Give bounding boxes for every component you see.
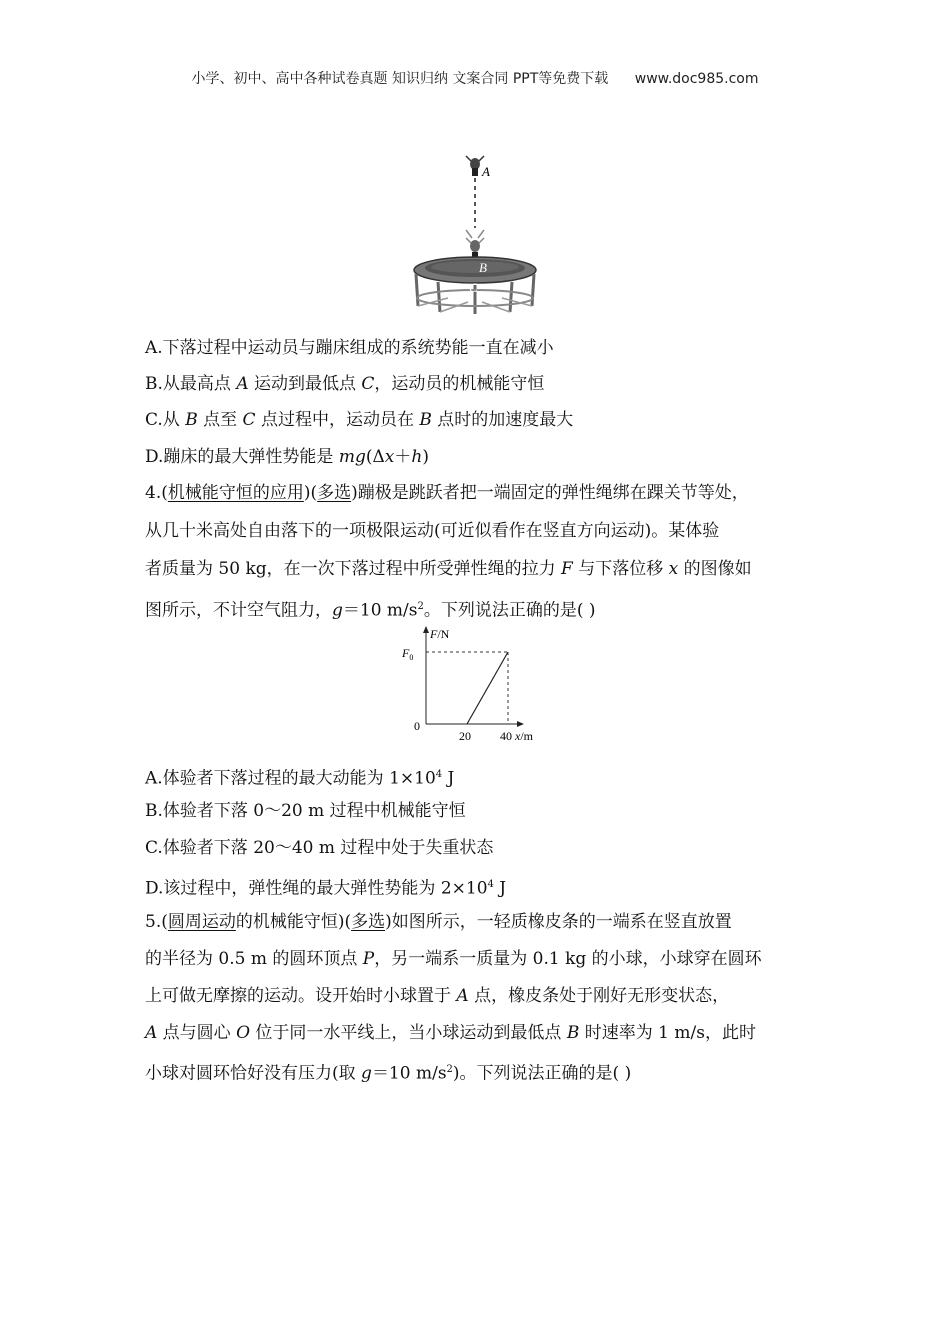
q5-line-1 bbox=[145, 911, 732, 933]
q4-text: 者质量为 50 kg，在一次下落过程中所受弹性绳的拉力 bbox=[145, 559, 562, 579]
q4-option-b-text: B.体验者下落 0～20 m 过程中机械能守恒 bbox=[145, 801, 466, 821]
q4-text: ＝10 m/s bbox=[342, 600, 418, 621]
q4-option-a bbox=[145, 764, 454, 790]
origin-label: 0 bbox=[414, 719, 420, 733]
q4-multi-tag: 多选 bbox=[317, 483, 352, 503]
header-text: 小学、初中、高中各种试卷真题 知识归纳 文案合同 PPT等免费下载 bbox=[191, 71, 609, 87]
q5-text: 点与圆心 bbox=[157, 1023, 237, 1043]
q5-line-2 bbox=[145, 948, 762, 970]
q4-option-d-unit: J bbox=[493, 878, 507, 899]
y-tick-label bbox=[401, 646, 413, 662]
label-point-b: B bbox=[479, 260, 487, 275]
x-tick-label: 20 bbox=[459, 729, 471, 743]
q3-option-d bbox=[145, 446, 429, 468]
y-axis-label-var: F bbox=[430, 627, 438, 641]
q3-b-part: ，运动员的机械能守恒 bbox=[374, 374, 545, 394]
q3-d-var: h bbox=[411, 447, 423, 467]
q3-option-a-text: A.下落过程中运动员与蹦床组成的系统势能一直在减小 bbox=[145, 338, 554, 358]
q3-c-part: C.从 bbox=[145, 410, 180, 430]
q3-option-a bbox=[145, 337, 554, 359]
q5-text: ，另一端系一质量为 0.1 kg 的小球，小球穿在圆环 bbox=[374, 949, 762, 969]
q3-d-var: mg bbox=[338, 447, 366, 467]
q5-text: 时速率为 1 m/s，此时 bbox=[579, 1023, 756, 1043]
q5-var: A bbox=[456, 986, 469, 1006]
q4-text: 从几十米高处自由落下的一项极限运动(可近似看作在竖直方向运动)。某体验 bbox=[145, 521, 720, 541]
q3-d-part: ＋ bbox=[394, 447, 412, 467]
q5-text: 点，橡皮条处于刚好无形变状态， bbox=[468, 986, 730, 1006]
q4-line-4 bbox=[145, 596, 596, 622]
q5-multi-tag: 多选 bbox=[351, 912, 386, 932]
q4-option-a-text: A.体验者下落过程的最大动能为 1×10 bbox=[145, 768, 436, 789]
q5-var: A bbox=[145, 1023, 158, 1043]
q5-sup: 2 bbox=[446, 1064, 453, 1075]
q5-topic-tag: 圆周运动 bbox=[167, 912, 236, 932]
q4-option-a-unit: J bbox=[442, 768, 455, 789]
y-tick-var: F bbox=[402, 646, 410, 660]
q3-c-var: B bbox=[185, 410, 198, 430]
q4-var: x bbox=[668, 559, 679, 579]
q3-option-c bbox=[145, 409, 573, 431]
q3-d-part: ) bbox=[422, 447, 429, 467]
q4-text: 蹦极是跳跃者把一端固定的弹性绳绑在踝关节等处， bbox=[357, 483, 749, 503]
q5-text: )。下列说法正确的是( ) bbox=[452, 1063, 632, 1084]
q3-b-var: A bbox=[236, 374, 249, 394]
q3-d-part: D.蹦床的最大弹性势能是 bbox=[145, 447, 334, 467]
q3-b-part: B.从最高点 bbox=[145, 374, 231, 394]
q4-option-c bbox=[145, 837, 493, 859]
q4-option-c-text: C.体验者下落 20～40 m 过程中处于失重状态 bbox=[145, 838, 494, 858]
q4-topic-tag: 机械能守恒的应用 bbox=[167, 483, 304, 503]
y-axis-label-unit: /N bbox=[437, 627, 450, 641]
q5-var: P bbox=[362, 949, 375, 969]
q4-line-2 bbox=[145, 520, 719, 542]
force-displacement-chart bbox=[380, 624, 550, 746]
q3-d-part: (Δ bbox=[365, 447, 385, 467]
q3-b-var: C bbox=[361, 374, 375, 394]
label-point-c: C bbox=[469, 280, 478, 295]
q5-text: 的机械能守恒)( bbox=[235, 912, 352, 932]
q4-text: 图所示，不计空气阻力， bbox=[145, 600, 332, 621]
q3-b-part: 运动到最低点 bbox=[254, 374, 356, 394]
q5-line-4 bbox=[145, 1022, 756, 1044]
y-axis-label bbox=[429, 627, 450, 641]
y-tick-sub: 0 bbox=[409, 653, 414, 662]
q4-text: 。下列说法正确的是( ) bbox=[423, 600, 596, 621]
q5-var: g bbox=[361, 1063, 372, 1084]
q5-number: 5.( bbox=[145, 912, 168, 932]
q4-line-1 bbox=[145, 482, 749, 504]
q3-c-part: 点时的加速度最大 bbox=[437, 410, 574, 430]
q4-option-d-text: D.该过程中，弹性绳的最大弹性势能为 2×10 bbox=[145, 878, 488, 899]
q4-text: 的图像如 bbox=[678, 559, 752, 579]
q5-var: B bbox=[566, 1023, 580, 1043]
q4-bracket: )( bbox=[303, 483, 318, 503]
force-line-series bbox=[467, 652, 508, 724]
q3-c-part: 点至 bbox=[203, 410, 238, 430]
q4-option-d-sup: 4 bbox=[487, 879, 494, 890]
q5-text: 如图所示，一轻质橡皮条的一端系在竖直放置 bbox=[391, 912, 732, 932]
x-axis-label bbox=[514, 729, 534, 743]
q5-text: 的半径为 0.5 m 的圆环顶点 bbox=[145, 949, 363, 969]
q4-line-3 bbox=[145, 558, 752, 580]
q3-c-var: C bbox=[242, 410, 256, 430]
x-axis-label-unit: /m bbox=[520, 729, 533, 743]
q5-text: 上可做无摩擦的运动。设开始时小球置于 bbox=[145, 986, 457, 1006]
page-header bbox=[0, 68, 950, 88]
q3-option-b bbox=[145, 373, 544, 395]
x-tick-label: 40 bbox=[500, 729, 512, 743]
q4-number: 4.( bbox=[145, 483, 168, 503]
q4-option-a-sup: 4 bbox=[435, 769, 443, 780]
q5-text: ＝10 m/s bbox=[371, 1063, 447, 1084]
y-axis-arrow bbox=[423, 626, 429, 633]
x-axis-arrow bbox=[517, 721, 524, 727]
q4-bracket: ) bbox=[351, 483, 358, 503]
label-point-a: A bbox=[482, 164, 490, 179]
q5-line-3 bbox=[145, 985, 729, 1007]
q3-c-part: 点过程中，运动员在 bbox=[260, 410, 414, 430]
q4-option-b bbox=[145, 800, 466, 822]
trampoline-figure bbox=[408, 146, 548, 318]
q4-option-d bbox=[145, 874, 506, 900]
q4-var: F bbox=[561, 559, 573, 579]
q4-var: g bbox=[332, 600, 343, 621]
q5-bracket: ) bbox=[385, 912, 392, 932]
q3-c-var: B bbox=[419, 410, 432, 430]
x-axis-label-var: x bbox=[515, 729, 521, 743]
q4-text: 与下落位移 bbox=[572, 559, 669, 579]
q3-d-var: x bbox=[384, 447, 395, 467]
header-site-link[interactable]: www.doc985.com bbox=[634, 71, 759, 87]
q4-sup: 2 bbox=[417, 601, 424, 612]
q5-var: O bbox=[236, 1023, 251, 1043]
q5-text: 位于同一水平线上，当小球运动到最低点 bbox=[250, 1023, 567, 1043]
q5-line-5 bbox=[145, 1059, 631, 1085]
q5-text: 小球对圆环恰好没有压力(取 bbox=[145, 1063, 362, 1084]
